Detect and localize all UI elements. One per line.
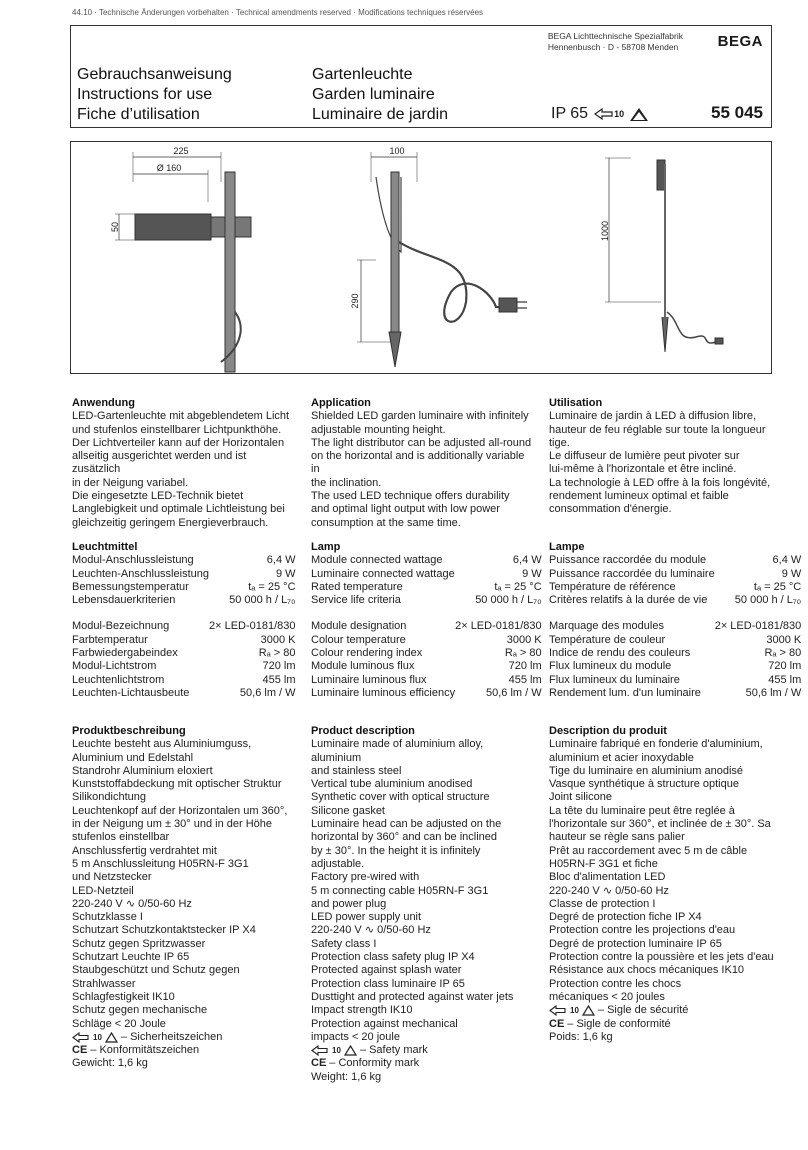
conformity-mark-text: – Konformitätszeichen: [90, 1044, 200, 1057]
table-row: [549, 647, 801, 660]
conformity-mark-text: – Conformity mark: [329, 1057, 420, 1070]
product-description-en: [311, 725, 535, 1084]
table-row: [549, 674, 801, 687]
doc-type-en: Instructions for use: [77, 86, 213, 103]
table-row: [549, 581, 801, 594]
section-title: Produktbeschreibung: [72, 725, 186, 737]
table-row: [549, 594, 801, 607]
ip-label: IP 65: [551, 105, 589, 122]
table-row: [549, 554, 801, 567]
article-number: 55 045: [711, 103, 763, 122]
spec-value: 50,6 lm / W: [239, 686, 296, 699]
conformity-mark-line: [311, 1057, 535, 1070]
table-row: [72, 568, 296, 581]
section-text: Luminaire fabriqué en fonderie d'aluminium, aluminium et acier inoxydable Tige du luminaire en aluminium anodisé Vasque synthétique à structure optique Joint silicone La tête du luminaire peut être reglée à l'horizontale sur 360°, et inclinée de ± 30°. Sa hauteur se règle sans palier Prêt au raccordement avec 5 m de câble H05RN-F 3G1 et fiche Bloc d'alimentation LED 220-240 V ∿ 0/50-60 Hz Classe de protection I Degré de protection fiche IP X4 Protection contre les projections d'eau Degré de protection luminaire IP 65 Protection contre la poussière et les jets d'eau Résistance aux chocs mécaniques IK10 Protection contre les chocs mécaniques < 20 joules: [549, 738, 774, 1003]
spec-value: tₐ = 25 °C: [494, 580, 542, 593]
spec-label: Farbtemperatur: [72, 633, 148, 646]
spec-label: Température de couleur: [549, 633, 666, 646]
table-row: [311, 568, 542, 581]
dim-225-label: 225: [173, 146, 189, 156]
safety-mark-text: – Sigle de sécurité: [597, 1004, 689, 1017]
product-description-fr: [549, 725, 775, 1044]
spec-label: Flux lumineux du module: [549, 660, 672, 673]
spec-label: Luminaire luminous flux: [311, 673, 427, 686]
full-elevation-view: [605, 158, 723, 352]
table-row: [549, 620, 801, 633]
safety-mark-text: – Safety mark: [359, 1044, 428, 1057]
section-title: Application: [311, 397, 371, 409]
ground-spike-view: [357, 152, 527, 367]
protection-triangle-icon: [582, 1005, 595, 1016]
spec-value: 2× LED-0181/830: [455, 620, 542, 633]
table-row: [72, 660, 296, 673]
table-row: [72, 581, 296, 594]
spec-value: Rₐ > 80: [258, 647, 296, 660]
product-name-fr: Luminaire de jardin: [312, 106, 449, 123]
ik-mark-number: 10: [570, 1006, 579, 1016]
conformity-mark-line: [549, 1018, 775, 1031]
spec-label: Modul-Anschlussleistung: [72, 554, 194, 567]
spec-value: 9 W: [781, 567, 802, 580]
spec-value: 720 lm: [508, 660, 542, 673]
product-name-de: Gartenleuchte: [312, 66, 413, 83]
dim-1000-label: 1000: [600, 220, 610, 242]
spec-value: 50 000 h / L₇₀: [734, 594, 802, 607]
weight-text: Weight: 1,6 kg: [311, 1070, 382, 1083]
section-text: Shielded LED garden luminaire with infinitely adjustable mounting height. The light distributor can be adjusted all-round on the horizontal and is additionally variable in the inclination. The used LED technique offers durability and optimal light output with low power consumption at the same time.: [311, 410, 532, 529]
application-de: [72, 397, 292, 530]
table-row: [311, 594, 542, 607]
spec-label: Modul-Bezeichnung: [72, 620, 170, 633]
spec-value: tₐ = 25 °C: [753, 580, 802, 593]
spec-label: Service life criteria: [311, 594, 401, 607]
safety-mark-line: [72, 1031, 292, 1044]
section-text: LED-Gartenleuchte mit abgeblendetem Licht und stufenlos einstellbarer Lichtpunkthöhe. Der Lichtverteiler kann auf der Horizontalen allseitig ausgerichtet werden und ist zusätzlich in der Neigung variabel. Die eingesetzte LED-Technik bietet Langlebigkeit und optimale Lichtleistung bei gleichzeitig geringem Energieverbrauch.: [72, 410, 290, 529]
spec-value: 50,6 lm / W: [745, 686, 802, 699]
spec-label: Colour rendering index: [311, 647, 423, 660]
spec-label: Module connected wattage: [311, 554, 443, 567]
company-address: [548, 31, 683, 53]
table-row: [311, 620, 542, 633]
protection-triangle-icon: [344, 1045, 357, 1056]
section-text: Luminaire de jardin à LED à diffusion libre, hauteur de feu réglable sur toute la longueur tige. Le diffuseur de lumière peut pivoter sur lui-même à l'horizontale et être incliné. La technologie à LED offre à la fois longévité, rendement lumineux optimal et faible consommation d'énergie.: [549, 410, 771, 516]
application-en: [311, 397, 535, 530]
section-text: Luminaire made of aluminium alloy, aluminium and stainless steel Vertical tube aluminium anodised Synthetic cover with optical structure Silicone gasket Luminaire head can be adjusted on the horizontal by 360° and can be inclined by ± 30°. In the height it is infinitely adjustable. Factory pre-wired with 5 m connecting cable H05RN-F 3G1 and power plug LED power supply unit 220-240 V ∿ 0/50-60 Hz Safety class I Protection class safety plug IP X4 Protected against splash water Protection class luminaire IP 65 Dusttight and protected against water jets Impact strength IK10 Protection against mechanical impacts < 20 joule: [311, 738, 514, 1043]
brand-logo: BEGA: [717, 33, 763, 50]
spec-label: Leuchten-Lichtausbeute: [72, 686, 190, 699]
dim-50-label: 50: [110, 221, 120, 233]
company-line: Hennenbusch · D - 58708 Menden: [547, 42, 679, 52]
ce-mark-icon: CE: [311, 1057, 327, 1070]
lamp-de: [72, 541, 296, 700]
conformity-mark-text: – Sigle de conformité: [567, 1017, 671, 1030]
spec-label: Puissance raccordée du module: [549, 554, 707, 567]
spec-value: 50 000 h / L₇₀: [475, 594, 542, 607]
spec-label: Leuchten-Anschlussleistung: [72, 567, 209, 580]
spec-value: 50,6 lm / W: [486, 686, 542, 699]
ik-safety-mark-icon: [594, 108, 624, 120]
ik-safety-mark-icon: [311, 1045, 329, 1056]
spec-label: Puissance raccordée du luminaire: [549, 567, 715, 580]
table-row: [72, 554, 296, 567]
section-title: Lamp: [311, 541, 341, 553]
lamp-specs-table: [72, 554, 296, 700]
spec-label: Farbwiedergabeindex: [72, 647, 178, 660]
table-row: [72, 647, 296, 660]
spec-value: 2× LED-0181/830: [714, 620, 802, 633]
dim-100-label: 100: [389, 146, 405, 156]
lamp-fr: [549, 541, 802, 700]
spec-value: 720 lm: [262, 660, 296, 673]
spec-value: 9 W: [275, 567, 296, 580]
table-row: [311, 674, 542, 687]
table-row: [311, 647, 542, 660]
table-row: [72, 674, 296, 687]
ik-mark-number: 10: [614, 109, 625, 119]
head-side-view: [115, 152, 251, 372]
product-name-en: Garden luminaire: [312, 86, 435, 103]
section-title: Lampe: [549, 541, 585, 553]
spec-label: Rated temperature: [311, 580, 403, 593]
table-row: [72, 687, 296, 700]
spec-value: 6,4 W: [772, 554, 802, 567]
ce-mark-icon: CE: [549, 1017, 565, 1030]
spec-value: 455 lm: [508, 673, 542, 686]
table-row: [72, 594, 296, 607]
spec-label: Lebensdauerkriterien: [72, 594, 176, 607]
table-row: [311, 660, 542, 673]
document-footer-note: 44.10 · Technische Änderungen vorbehalten · Technical amendments reserved · Modifications techniques réservées: [72, 8, 484, 17]
protection-triangle-icon: [105, 1032, 118, 1043]
section-title: Description du produit: [549, 725, 667, 737]
section-title: Utilisation: [549, 397, 603, 409]
spec-value: 6,4 W: [512, 554, 542, 567]
ik-mark-number: 10: [332, 1046, 341, 1056]
spec-value: Rₐ > 80: [764, 647, 802, 660]
table-row: [311, 581, 542, 594]
table-row: [549, 660, 801, 673]
spec-value: 455 lm: [768, 673, 802, 686]
spec-label: Modul-Lichtstrom: [72, 660, 157, 673]
weight-text: Gewicht: 1,6 kg: [72, 1057, 148, 1070]
doc-type-de: Gebrauchsanweisung: [77, 66, 232, 83]
spec-value: 3000 K: [260, 633, 296, 646]
section-title: Anwendung: [72, 397, 135, 409]
lamp-specs-table: [549, 554, 801, 700]
weight-text: Poids: 1,6 kg: [549, 1030, 613, 1043]
spec-label: Bemessungstemperatur: [72, 580, 189, 593]
protection-triangle-icon: [630, 108, 648, 121]
spec-value: 455 lm: [262, 673, 296, 686]
spec-label: Rendement lum. d'un luminaire: [549, 686, 701, 699]
dim-160-label: Ø 160: [156, 163, 182, 173]
spec-label: Température de référence: [549, 580, 676, 593]
table-row: [311, 554, 542, 567]
technical-drawing: [70, 141, 772, 374]
spec-value: 3000 K: [766, 633, 802, 646]
dimension-drawing-svg: [71, 142, 773, 375]
table-row: [311, 634, 542, 647]
product-description-de: [72, 725, 292, 1071]
lamp-specs-table: [311, 554, 542, 700]
document-header: [70, 25, 772, 128]
spec-value: 720 lm: [768, 660, 802, 673]
spec-value: tₐ = 25 °C: [248, 580, 296, 593]
ik-mark-number: 10: [93, 1032, 102, 1042]
table-row: [549, 687, 801, 700]
table-row: [549, 634, 801, 647]
table-row: [72, 620, 296, 633]
spec-value: 9 W: [522, 567, 542, 580]
spec-label: Luminaire connected wattage: [311, 567, 455, 580]
spec-value: 2× LED-0181/830: [208, 620, 296, 633]
dim-290-label: 290: [350, 293, 360, 309]
table-row: [549, 568, 801, 581]
spec-label: Flux lumineux du luminaire: [549, 673, 680, 686]
spec-label: Module luminous flux: [311, 660, 415, 673]
spec-label: Colour temperature: [311, 633, 406, 646]
table-row: [72, 634, 296, 647]
table-row: [311, 687, 542, 700]
ip-rating: [551, 105, 648, 123]
company-line: BEGA Lichttechnische Spezialfabrik: [547, 31, 683, 41]
safety-mark-text: – Sicherheitszeichen: [120, 1030, 223, 1043]
section-title: Leuchtmittel: [72, 541, 138, 553]
conformity-mark-line: [72, 1044, 292, 1057]
lamp-en: [311, 541, 542, 700]
safety-mark-line: [549, 1004, 775, 1017]
section-title: Product description: [311, 725, 415, 737]
product-names: [312, 65, 448, 125]
spec-label: Marquage des modules: [549, 620, 664, 633]
ik-safety-mark-icon: [72, 1032, 90, 1043]
spec-label: Luminaire luminous efficiency: [311, 686, 456, 699]
ce-mark-icon: CE: [72, 1044, 88, 1057]
spec-value: 6,4 W: [266, 554, 296, 567]
spec-value: 50 000 h / L₇₀: [229, 594, 296, 607]
spec-label: Module designation: [311, 620, 407, 633]
spec-label: Critères relatifs à la durée de vie: [549, 594, 708, 607]
spec-label: Indice de rendu des couleurs: [549, 647, 691, 660]
ik-safety-mark-icon: [549, 1005, 567, 1016]
spec-value: Rₐ > 80: [504, 647, 542, 660]
application-fr: [549, 397, 775, 517]
document-types: [77, 65, 232, 125]
section-text: Leuchte besteht aus Aluminiumguss, Aluminium und Edelstahl Standrohr Aluminium eloxiert Kunststoffabdeckung mit optischer Struktur Silikondichtung Leuchtenkopf auf der Horizontalen um 360°, in der Neigung um ± 30° und in der Höhe stufenlos einstellbar Anschlussfertig verdrahtet mit 5 m Anschlussleitung H05RN-F 3G1 und Netzstecker LED-Netzteil 220-240 V ∿ 0/50-60 Hz Schutzklasse I Schutzart Schutzkontaktstecker IP X4 Schutz gegen Spritzwasser Schutzart Leuchte IP 65 Staubgeschützt und Schutz gegen Strahlwasser Schlagfestigkeit IK10 Schutz gegen mechanische Schläge < 20 Joule: [72, 738, 288, 1030]
doc-type-fr: Fiche d’utilisation: [77, 106, 200, 123]
safety-mark-line: [311, 1044, 535, 1057]
spec-label: Leuchtenlichtstrom: [72, 673, 165, 686]
spec-value: 3000 K: [506, 633, 542, 646]
